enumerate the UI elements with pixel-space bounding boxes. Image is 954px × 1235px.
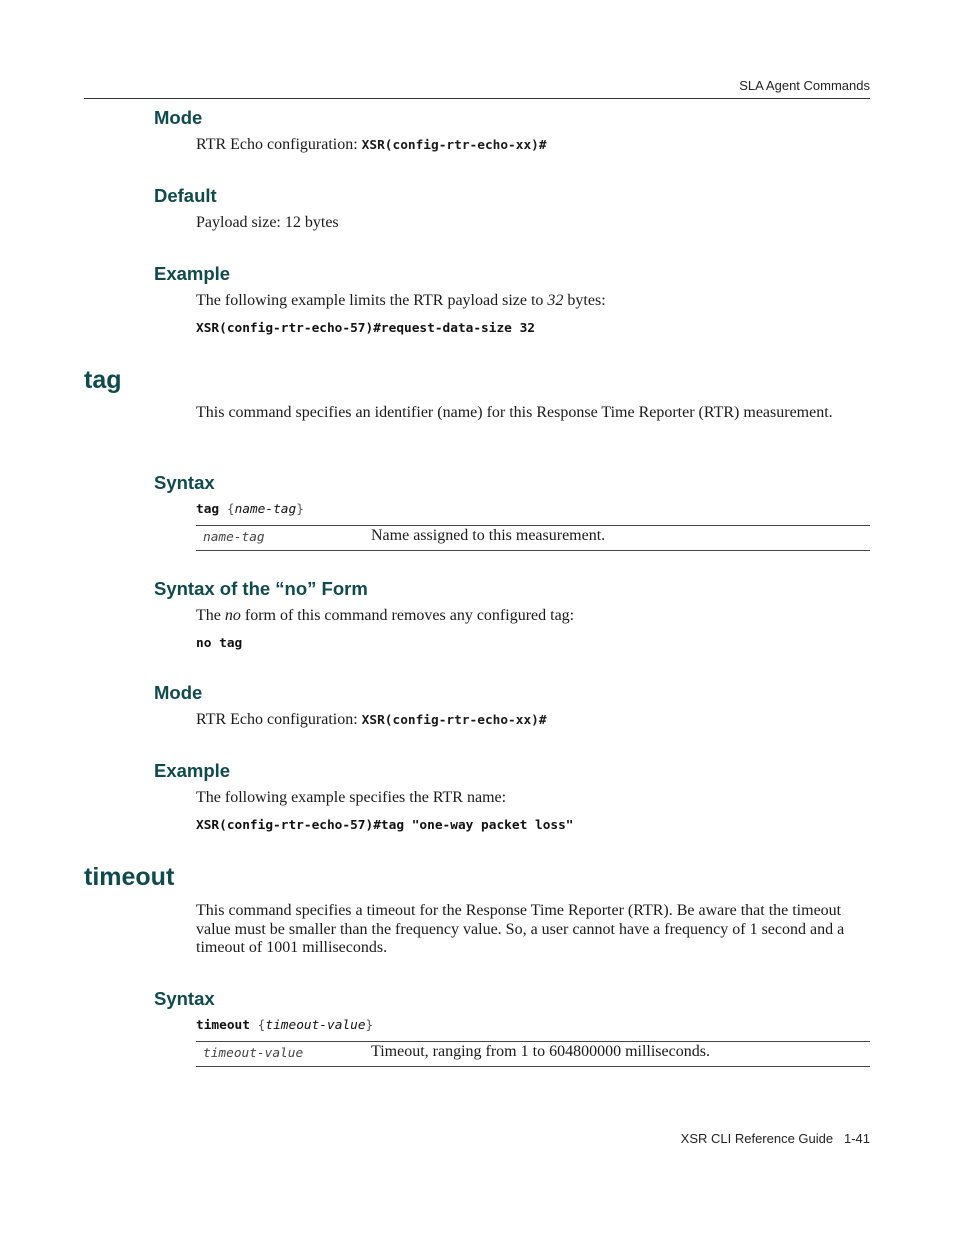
default-text: Payload size: 12 bytes — [196, 214, 339, 231]
example-heading: Example — [154, 263, 231, 284]
tag-syntax-heading: Syntax — [154, 472, 215, 493]
timeout-param-desc: Timeout, ranging from 1 to 604800000 milliseconds. — [371, 1043, 710, 1060]
tag-no-form-code: no tag — [196, 636, 243, 651]
tag-example-heading: Example — [154, 760, 231, 781]
timeout-title: timeout — [84, 863, 175, 891]
footer-guide-title: XSR CLI Reference Guide — [680, 1131, 834, 1146]
tag-example-code: XSR(config-rtr-echo-57)#tag "one-way packet loss" — [196, 818, 574, 833]
page-footer — [0, 1131, 870, 1146]
tag-title: tag — [84, 366, 122, 394]
tag-description: This command specifies an identifier (name) for this Response Time Reporter (RTR) measurement. — [196, 404, 833, 421]
default-heading: Default — [154, 185, 217, 206]
example-text: The following example limits the RTR payload size to 32 bytes: — [196, 292, 606, 309]
tag-mode-heading: Mode — [154, 682, 203, 703]
timeout-syntax-heading: Syntax — [154, 988, 215, 1009]
mode-heading: Mode — [154, 107, 203, 128]
running-header: SLA Agent Commands — [739, 78, 870, 93]
tag-no-form-heading: Syntax of the “no” Form — [154, 578, 368, 599]
timeout-param-name: timeout-value — [203, 1046, 304, 1061]
tag-mode-prompt: XSR(config-rtr-echo-xx)# — [361, 713, 547, 728]
mode-prompt: XSR(config-rtr-echo-xx)# — [361, 138, 547, 153]
tag-example-text: The following example specifies the RTR name: — [196, 789, 507, 806]
timeout-description: This command specifies a timeout for the Response Time Reporter (RTR). Be aware that the timeout value must be smaller than the frequency value. So, a user cannot have a frequency of 1 second and a timeout of 1001 milliseconds. — [196, 902, 845, 956]
example-code: XSR(config-rtr-echo-57)#request-data-size 32 — [196, 321, 535, 336]
tag-param-name: name-tag — [203, 530, 265, 545]
tag-no-form-text: The no form of this command removes any configured tag: — [196, 607, 575, 624]
tag-syntax-line: tag {name-tag} — [196, 502, 304, 517]
timeout-syntax-line: timeout {timeout-value} — [196, 1018, 374, 1033]
mode-text: RTR Echo configuration: XSR(config-rtr-echo-xx)# — [196, 136, 547, 153]
tag-param-desc: Name assigned to this measurement. — [371, 527, 606, 544]
header-rule — [84, 98, 870, 99]
footer-page-number: 1-41 — [843, 1131, 870, 1146]
tag-param-table — [196, 525, 870, 551]
tag-mode-text: RTR Echo configuration: XSR(config-rtr-echo-xx)# — [196, 711, 547, 728]
timeout-param-table — [196, 1041, 870, 1067]
